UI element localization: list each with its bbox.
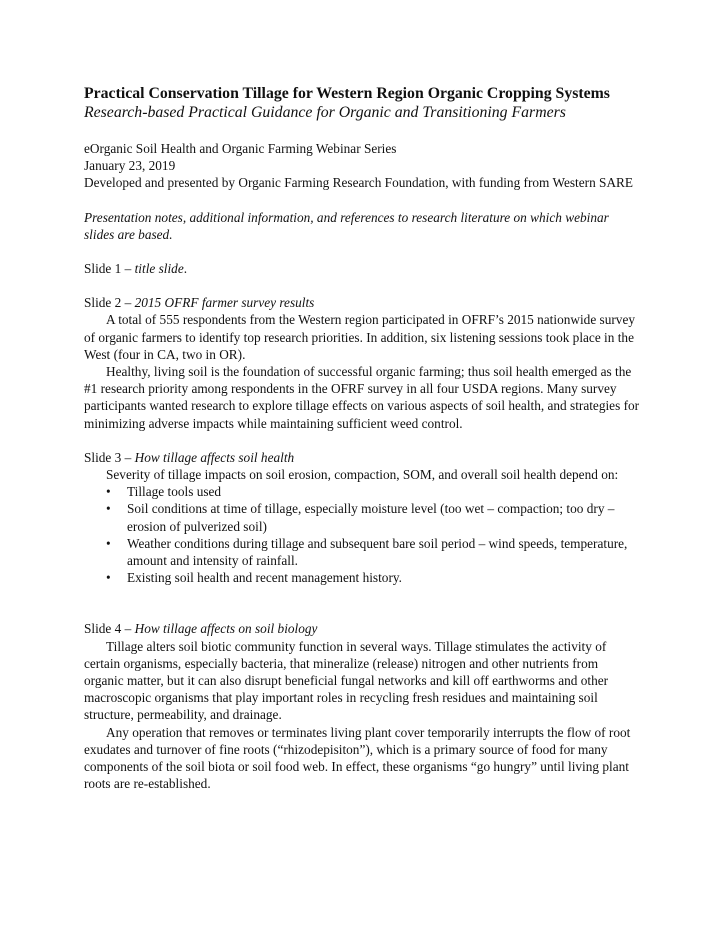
bullet-icon: • <box>106 484 111 500</box>
slide-4-paragraph-2: Any operation that removes or terminates living plant cover temporarily interrupts the flow of root exudates and turnover of fine roots (“rhizodepisiton”), which is a primary source of food for many components of the soil biota or soil food web. In effect, these organisms “go hungry” until living plant roots are re-established. <box>84 724 631 792</box>
slide-2-label: Slide 2 – <box>84 295 135 311</box>
slide-2-paragraph-1: A total of 555 respondents from the Western region participated in OFRF’s 2015 nationwide survey of organic farmers to identify top research priorities. In addition, six listening sessions took place in the West (four in CA, two in OR). <box>84 312 635 362</box>
slide-2-title: 2015 OFRF farmer survey results <box>134 295 315 311</box>
slide-2-heading <box>84 294 640 311</box>
slide-4-paragraph-1: Tillage alters soil biotic community function in several ways. Tillage stimulates the activity of certain organisms, especially bacteria, that mineralize (release) nitrogen and other nutrients from organic matter, but it can also disrupt beneficial fungal networks and kill off earthworms and other macroscopic organisms that play important roles in recycling fresh residues and maintaining soil structure, permeability, and drainage. <box>84 638 609 723</box>
webinar-series: eOrganic Soil Health and Organic Farming Webinar Series <box>84 141 397 156</box>
bullet-icon: • <box>106 570 111 586</box>
list-item <box>84 500 640 534</box>
list-item <box>84 569 640 586</box>
list-item-text: Existing soil health and recent management history. <box>127 570 402 586</box>
bullet-icon: • <box>106 501 111 517</box>
slide-2-paragraph-2: Healthy, living soil is the foundation of successful organic farming; thus soil health emerged as the #1 research priority among respondents in the OFRF survey in all four USDA regions. Many survey participants wanted research to explore tillage effects on various aspects of soil health, and strategies for minimizing adverse impacts while maintaining sufficient weed control. <box>84 364 640 431</box>
credit-line: Developed and presented by Organic Farming Research Foundation, with funding from Western SARE <box>84 175 634 191</box>
document-subtitle: Research-based Practical Guidance for Organic and Transitioning Farmers <box>84 104 566 121</box>
list-item-text: Soil conditions at time of tillage, especially moisture level (too wet – compaction; too dry – erosion of pulverized soil) <box>127 501 615 534</box>
list-item-text: Tillage tools used <box>127 484 222 500</box>
slide-1-suffix: . <box>183 261 188 277</box>
presentation-notes <box>84 209 640 243</box>
bullet-icon: • <box>106 535 111 551</box>
webinar-date: January 23, 2019 <box>84 158 176 174</box>
list-item <box>84 535 640 569</box>
presentation-notes-text: Presentation notes, additional information, and references to research literature on which webinar slides are based. <box>84 209 609 242</box>
list-item <box>84 483 640 500</box>
slide-3-label: Slide 3 – <box>84 449 135 465</box>
document-title: Practical Conservation Tillage for Western Region Organic Cropping Systems <box>84 85 610 102</box>
slide-1-label: Slide 1 – <box>84 261 135 277</box>
slide-3-heading <box>84 449 640 466</box>
slide-4-label: Slide 4 – <box>84 621 135 637</box>
slide-1-heading <box>84 260 640 277</box>
slide-4-heading <box>84 620 640 637</box>
list-item-text: Weather conditions during tillage and subsequent bare soil period – wind speeds, temperature, amount and intensity of rainfall. <box>127 535 628 569</box>
slide-4-title: How tillage affects on soil biology <box>134 621 318 637</box>
slide-3-intro: Severity of tillage impacts on soil erosion, compaction, SOM, and overall soil health depend on: <box>106 467 619 483</box>
slide-3-title: How tillage affects soil health <box>134 449 295 465</box>
slide-1-title: title slide <box>134 261 184 277</box>
slide-3-bullet-list <box>84 483 640 586</box>
